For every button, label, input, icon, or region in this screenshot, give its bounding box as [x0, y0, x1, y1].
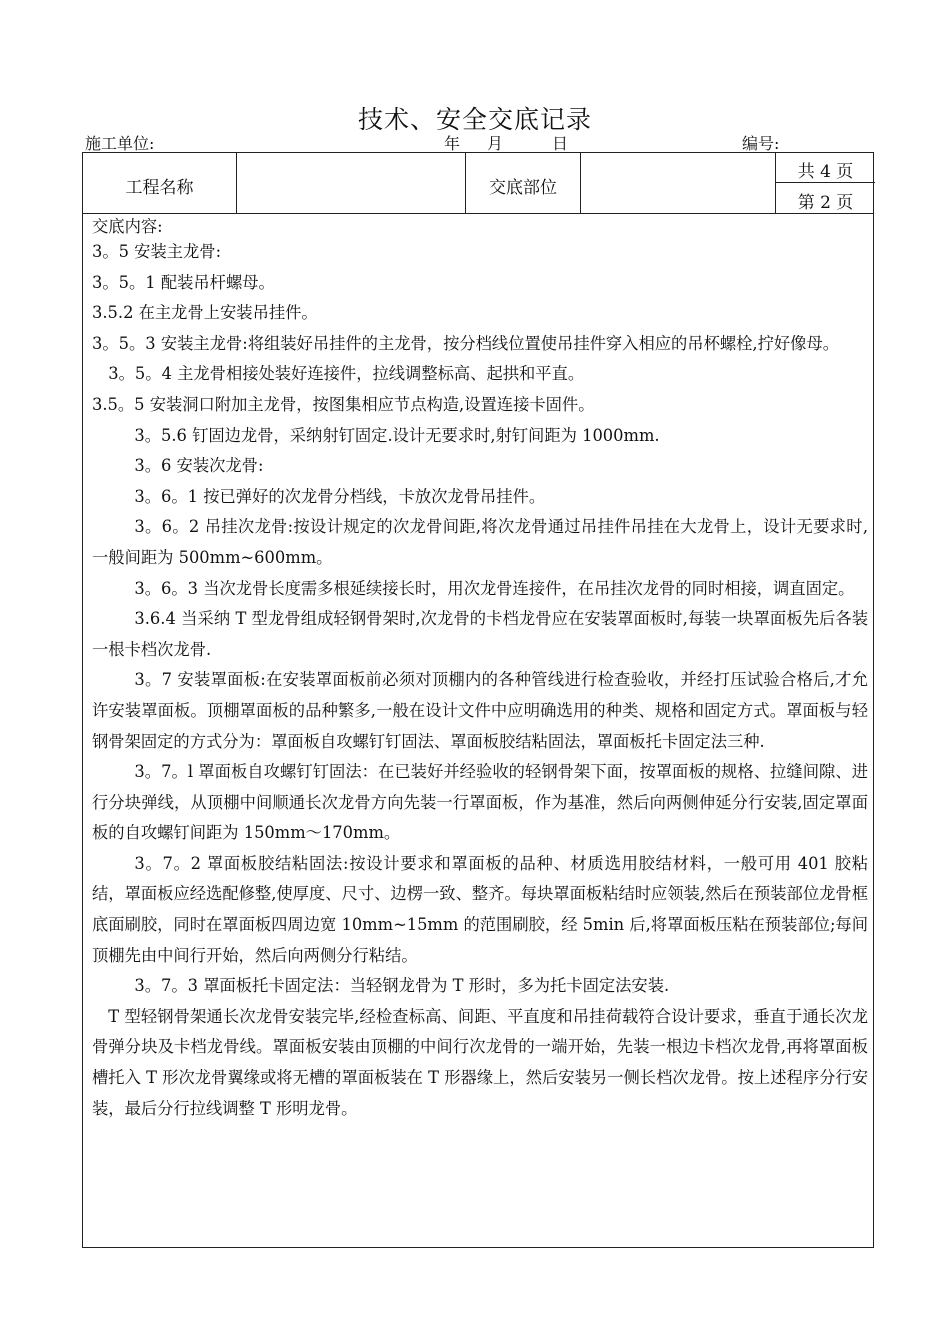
content-label: 交底内容:	[92, 217, 163, 236]
day-label: 日	[552, 134, 569, 153]
content-paragraph: 3。5。1 配装吊杆螺母。	[92, 272, 275, 292]
content-paragraph: 3。7。l 罩面板自攻螺钉钉固法：在已装好并经验收的轻钢骨架下面，按罩面板的规格、拉缝间隙、进行分块弹线，从顶棚中间顺通长次龙骨方向先装一行罩面板，作为基准，然后向两侧伸延分行安装,固定罩面板的自攻螺钉间距为 150mm～170mm。	[92, 762, 868, 843]
content-paragraph: 3。7。2 罩面板胶结粘固法:按设计要求和罩面板的品种、材质选用胶结材料，一般可用 401 胶粘结，罩面板应经选配修整,使厚度、尺寸、边楞一致、整齐。每块罩面板粘结时应领装,然后在预装部位龙骨框底面刷胶，同时在罩面板四周边宽 10mm~15mm 的范围刷胶，经 5min 后,将罩面板压粘在预装部位;每间顶棚先由中间行开始，然后向两侧分行粘结。	[92, 853, 868, 965]
handover-position-label: 交底部位	[489, 178, 557, 198]
table-header-row	[83, 153, 873, 214]
month-label: 月	[487, 134, 504, 153]
content-paragraph: 3。5.6 钉固边龙骨，采纳射钉固定.设计无要求时,射钉间距为 1000mm.	[134, 425, 660, 445]
content-paragraph: 3。6。1 按已弹好的次龙骨分档线，卡放次龙骨吊挂件。	[134, 486, 546, 506]
content-paragraph: 3。6 安装次龙骨:	[134, 456, 264, 476]
document-title: 技术、安全交底记录	[357, 105, 592, 134]
project-name-label: 工程名称	[125, 178, 194, 198]
total-pages: 共 4 页	[797, 162, 854, 182]
content-paragraph: 3。5。4 主龙骨相接处装好连接件，拉线调整标高、起拱和平直。	[108, 364, 585, 384]
current-page: 第 2 页	[797, 193, 854, 213]
record-table	[82, 152, 874, 1248]
content-paragraph: 3。6。3 当次龙骨长度需多根延续接长时，用次龙骨连接件，在吊挂次龙骨的同时相接，调直固定。	[134, 578, 855, 598]
year-label: 年	[444, 134, 461, 153]
content-paragraph: 3.5.2 在主龙骨上安装吊挂件。	[92, 303, 318, 323]
document-number-label: 编号:	[742, 134, 780, 153]
construction-unit-label: 施工单位:	[85, 134, 155, 153]
page-cell-divider	[775, 182, 875, 183]
content-paragraph: T 型轻钢骨架通长次龙骨安装完毕,经检查标高、间距、平直度和吊挂荷载符合设计要求，垂直于通长次龙骨弹分块及卡档龙骨线。罩面板安装由顶棚的中间行次龙骨的一端开始，先装一根边卡档次龙骨,再将罩面板槽托入 T 形次龙骨翼缘或将无槽的罩面板装在 T 形器缘上，然后安装另一侧长档次龙骨。按上述程序分行安装，最后分行拉线调整 T 形明龙骨。	[92, 1006, 868, 1118]
content-paragraph: 3.6.4 当采纳 T 型龙骨组成轻钢骨架时,次龙骨的卡档龙骨应在安装罩面板时,每装一块罩面板先后各装一根卡档次龙骨.	[92, 609, 868, 659]
content-paragraph: 3.5。5 安装洞口附加主龙骨，按图集相应节点构造,设置连接卡固件。	[92, 394, 595, 414]
content-paragraph: 3。7。3 罩面板托卡固定法：当轻钢龙骨为 T 形时，多为托卡固定法安装.	[134, 976, 670, 996]
content-paragraph: 3。7 安装罩面板:在安装罩面板前必须对顶棚内的各种管线进行检查验收，并经打压试验合格后,才允许安装罩面板。顶棚罩面板的品种繁多,一般在设计文件中应明确选用的种类、规格和固定方式。罩面板与轻钢骨架固定的方式分为：罩面板自攻螺钉钉固法、罩面板胶结粘固法，罩面板托卡固定法三种.	[92, 670, 868, 751]
handover-content	[92, 217, 868, 1124]
content-paragraph: 3。6。2 吊挂次龙骨:按设计规定的次龙骨间距,将次龙骨通过吊挂件吊挂在大龙骨上，设计无要求时,一般间距为 500mm~600mm。	[92, 517, 868, 567]
content-paragraph: 3。5 安装主龙骨:	[92, 242, 222, 261]
content-paragraph: 3。5。3 安装主龙骨:将组装好吊挂件的主龙骨，按分档线位置使吊挂件穿入相应的吊杯螺栓,拧好像母。	[92, 333, 840, 353]
cell-divider	[236, 153, 237, 213]
cell-divider	[580, 153, 581, 213]
